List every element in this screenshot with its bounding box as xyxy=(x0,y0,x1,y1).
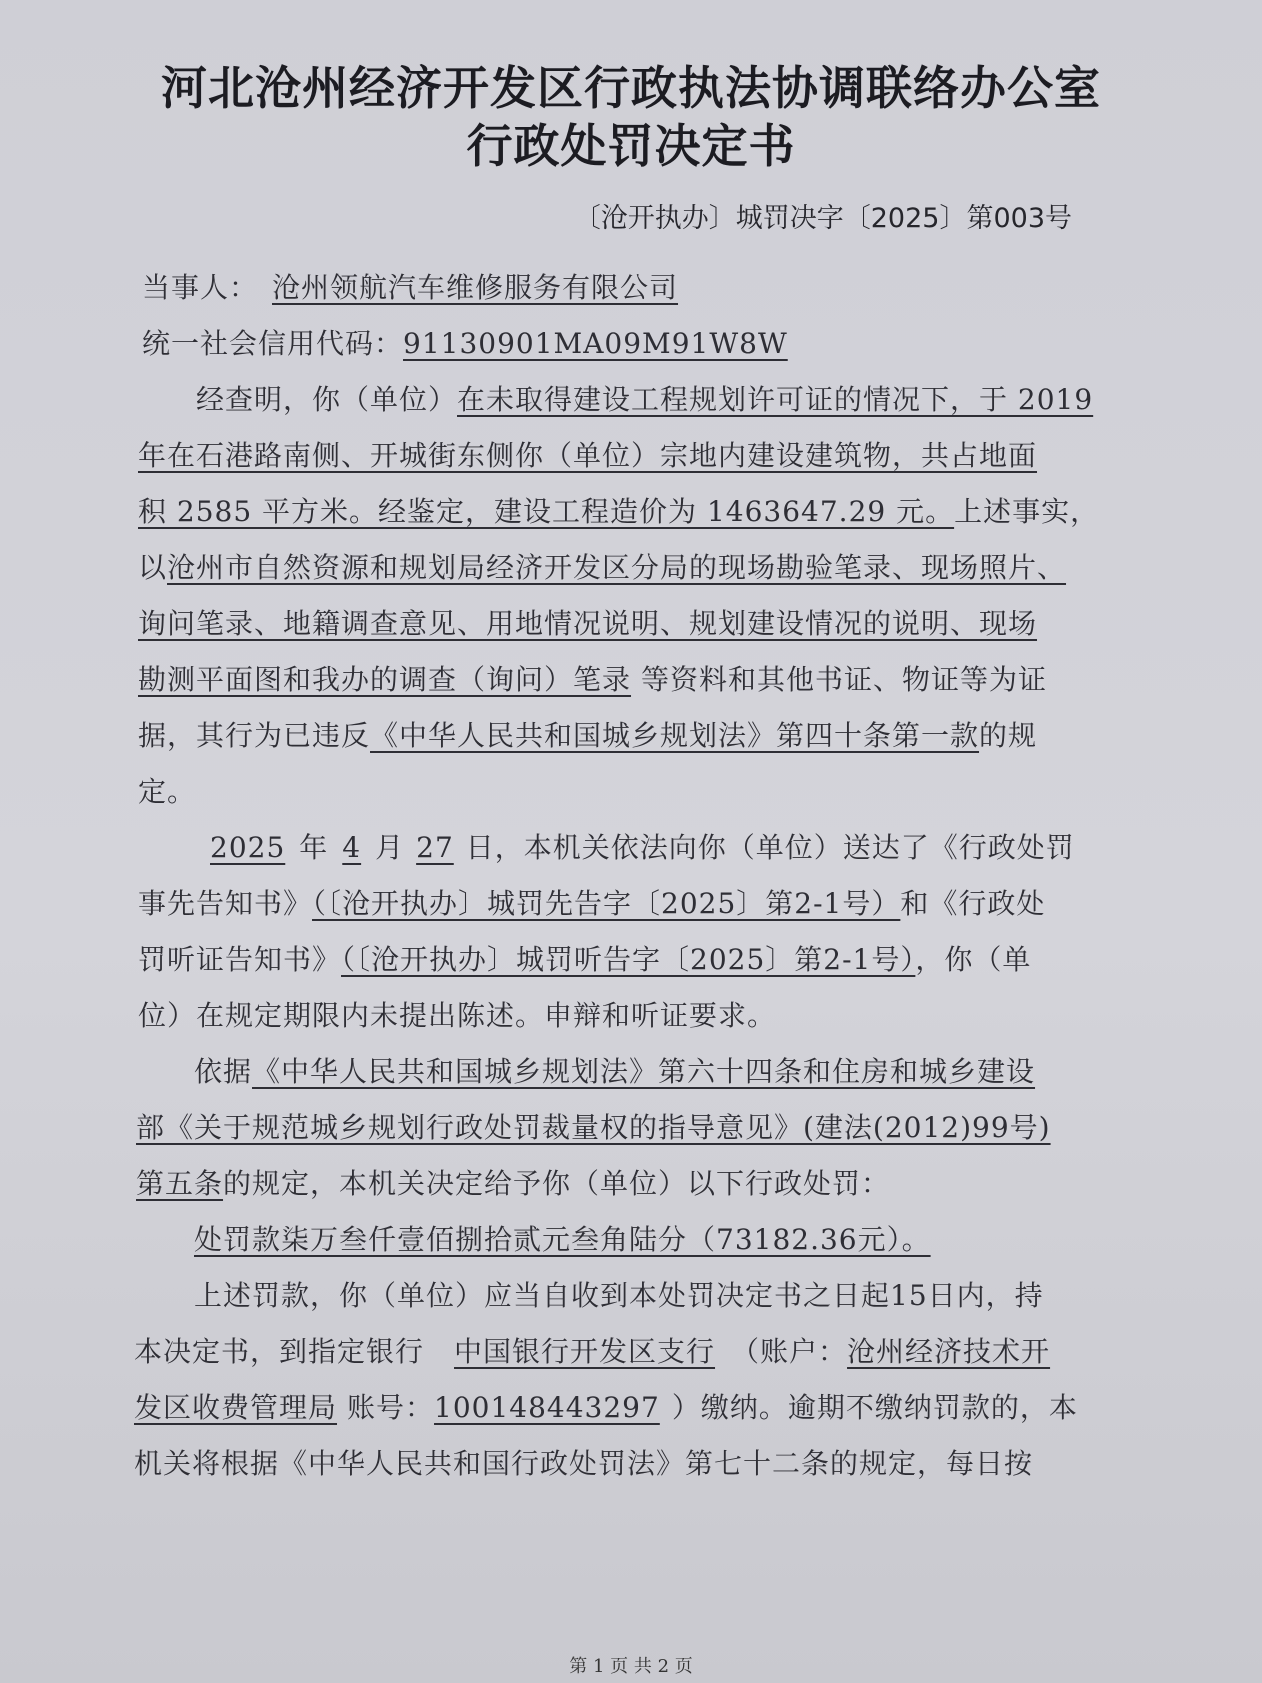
p4-line2 xyxy=(134,1330,1050,1370)
p1-text-c: 年在石港路南侧、开城街东侧你（单位）宗地内建设建筑物，共占地面 xyxy=(138,439,1038,472)
p3-line3 xyxy=(136,1162,890,1202)
p1-text-b: 在未取得建设工程规划许可证的情况下，于 2019 xyxy=(457,383,1094,416)
p3-text-a: 依据 xyxy=(194,1055,253,1088)
p2-line1 xyxy=(196,826,1075,866)
p2-text-g: ，你（单 xyxy=(915,943,1032,976)
p3-text-d: 第五条 xyxy=(136,1167,224,1200)
p3-text-c: 部《关于规范城乡规划行政处罚裁量权的指导意见》(建法(2012)99号) xyxy=(136,1111,1051,1144)
p2-text-a: 日，本机关依法向你（单位）送达了《行政处罚 xyxy=(465,831,1075,864)
p2-month-unit: 月 xyxy=(375,831,405,864)
p2-text-b: 事先告知书》 xyxy=(138,887,313,920)
account-name-part1: 沧州经济技术开 xyxy=(847,1335,1051,1368)
p4-text-b: 本决定书，到指定银行 xyxy=(134,1335,425,1368)
p1-text-k: 据，其行为已违反 xyxy=(138,719,371,752)
p4-text-f: 机关将根据《中华人民共和国行政处罚法》第七十二条的规定，每日按 xyxy=(134,1447,1034,1480)
p1-text-n: 定。 xyxy=(138,775,197,808)
p1-line1 xyxy=(196,378,1093,418)
account-number: 100148443297 xyxy=(434,1391,660,1424)
p1-text-g: 沧州市自然资源和规划局经济开发区分局的现场勘验笔录、现场照片、 xyxy=(167,551,1067,584)
p1-line2 xyxy=(138,434,1037,474)
p1-text-a: 经查明，你（单位） xyxy=(196,383,458,416)
p2-text-h: 位）在规定期限内未提出陈述。申辩和听证要求。 xyxy=(138,999,777,1032)
p1-line3 xyxy=(138,490,1099,530)
p2-month: 4 xyxy=(342,831,362,864)
penalty-amount: 处罚款柒万叁仟壹佰捌拾贰元叁角陆分（73182.36元）。 xyxy=(194,1223,931,1256)
p4-text-d: 账号： xyxy=(347,1391,435,1424)
p2-line3 xyxy=(138,938,1031,978)
p3-text-b: 《中华人民共和国城乡规划法》第六十四条和住房和城乡建设 xyxy=(252,1055,1036,1088)
p4-text-a: 上述罚款，你（单位）应当自收到本处罚决定书之日起15日内，持 xyxy=(194,1279,1044,1312)
p2-text-d: 和《行政处 xyxy=(900,887,1046,920)
credit-code-line xyxy=(142,322,802,362)
bank-name: 中国银行开发区支行 xyxy=(454,1335,716,1368)
credit-code-value: 91130901MA09M91W8W xyxy=(403,327,788,360)
p1-text-i: 勘测平面图和我办的调查（询问）笔录 xyxy=(138,663,632,696)
p2-line4 xyxy=(138,994,776,1034)
p2-year: 2025 xyxy=(210,831,286,864)
p1-text-d: 积 2585 平方米。经鉴定，建设工程造价为 1463647.29 元。 xyxy=(138,495,955,528)
document-number: 〔沧开执办〕城罚决字〔2025〕第003号 xyxy=(573,203,1072,234)
p1-text-m: 的规 xyxy=(979,719,1038,752)
p2-text-e: 罚听证告知书》 xyxy=(138,943,342,976)
p1-text-f: 以 xyxy=(138,551,168,584)
credit-code-label: 统一社会信用代码： xyxy=(142,327,404,360)
account-name-part2: 发区收费管理局 xyxy=(134,1391,338,1424)
p4-text-c: （账户： xyxy=(731,1335,848,1368)
party-name: 沧州领航汽车维修服务有限公司 xyxy=(272,271,679,304)
p2-text-c: （〔沧开执办〕城罚先告字〔2025〕第2-1号） xyxy=(312,887,901,920)
p1-text-h: 询问笔录、地籍调查意见、用地情况说明、规划建设情况的说明、现场 xyxy=(138,607,1038,640)
party-line xyxy=(142,266,692,306)
p1-line4 xyxy=(138,546,1066,586)
p1-line7 xyxy=(138,714,1037,754)
p4-line3 xyxy=(134,1386,1078,1426)
p3-text-e: 的规定，本机关决定给予你（单位）以下行政处罚： xyxy=(223,1167,891,1200)
p4-text-e: ）缴纳。逾期不缴纳罚款的，本 xyxy=(671,1391,1078,1424)
p2-text-f: （〔沧开执办〕城罚听告字〔2025〕第2-1号） xyxy=(341,943,916,976)
page-footer: 第 1 页 共 2 页 xyxy=(569,1656,693,1677)
p1-text-e: 上述事实， xyxy=(954,495,1100,528)
p1-line8 xyxy=(138,770,196,810)
p1-text-j: 等资料和其他书证、物证等为证 xyxy=(641,663,1048,696)
p1-text-l: 《中华人民共和国城乡规划法》第四十条第一款 xyxy=(370,719,980,752)
p4-line1 xyxy=(194,1274,1044,1314)
p2-year-unit: 年 xyxy=(299,831,329,864)
p4-line4 xyxy=(134,1442,1033,1482)
document-title-line2: 行政处罚决定书 xyxy=(466,119,796,173)
party-label: 当事人： xyxy=(142,271,259,304)
p2-line2 xyxy=(138,882,1045,922)
p3-line1 xyxy=(194,1050,1035,1090)
p3-line2 xyxy=(136,1106,1051,1146)
p1-line6 xyxy=(138,658,1047,698)
penalty-line xyxy=(194,1218,931,1258)
p1-line5 xyxy=(138,602,1037,642)
p2-day: 27 xyxy=(416,831,454,864)
document-title-line1: 河北沧州经济开发区行政执法协调联络办公室 xyxy=(161,61,1101,115)
